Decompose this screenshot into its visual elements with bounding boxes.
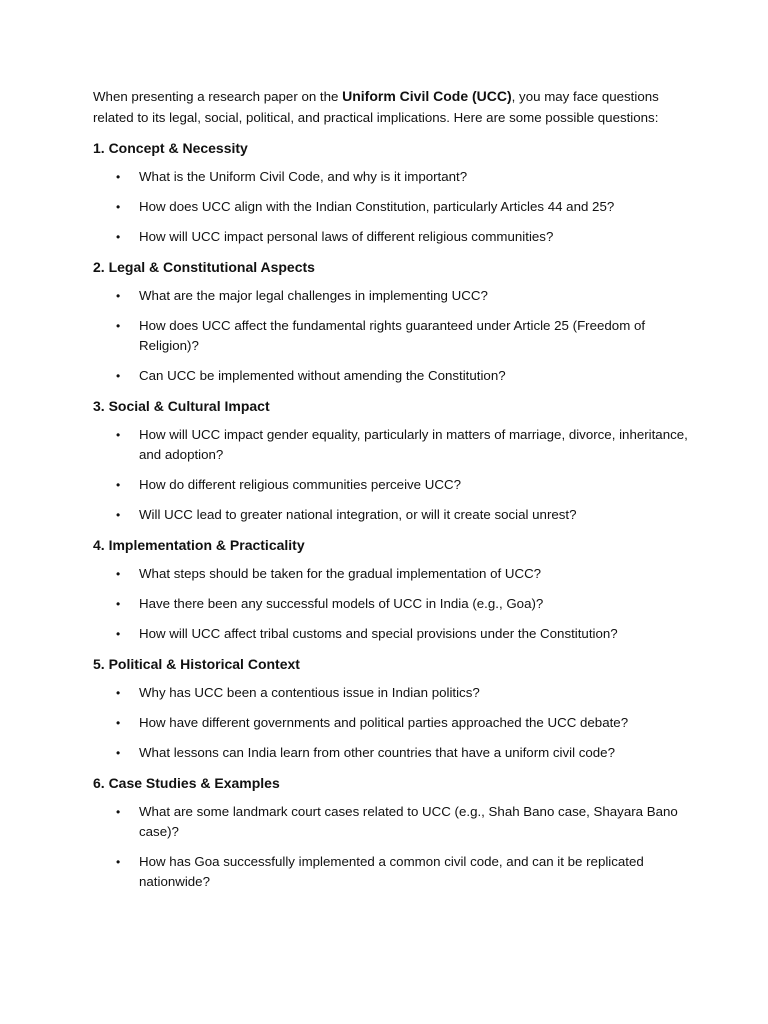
bullet-icon: • — [116, 597, 121, 611]
question-text: What is the Uniform Civil Code, and why is it important? — [139, 169, 468, 184]
bullet-icon: • — [116, 805, 121, 819]
question-list — [93, 167, 688, 247]
section-title: 5. Political & Historical Context — [93, 656, 300, 672]
list-item — [93, 624, 688, 644]
intro-text-before: When presenting a research paper on the — [93, 89, 343, 104]
bullet-icon: • — [116, 478, 121, 492]
list-item — [93, 425, 688, 465]
section-6 — [93, 773, 688, 892]
list-item — [93, 475, 688, 495]
bullet-icon: • — [116, 369, 121, 383]
section-1 — [93, 138, 688, 247]
question-text: How have different governments and political parties approached the UCC debate? — [139, 715, 629, 730]
list-item — [93, 505, 688, 525]
list-item — [93, 683, 688, 703]
question-text: Will UCC lead to greater national integration, or will it create social unrest? — [139, 507, 577, 522]
question-text: What are the major legal challenges in implementing UCC? — [139, 288, 488, 303]
question-list — [93, 425, 688, 525]
bullet-icon: • — [116, 428, 121, 442]
list-item — [93, 713, 688, 733]
list-item — [93, 366, 688, 386]
question-list — [93, 802, 688, 892]
list-item — [93, 286, 688, 306]
list-item — [93, 316, 688, 356]
question-text: What are some landmark court cases related to UCC (e.g., Shah Bano case, Shayara Bano case)? — [139, 804, 678, 839]
question-list — [93, 286, 688, 386]
bullet-icon: • — [116, 627, 121, 641]
section-title: 1. Concept & Necessity — [93, 140, 248, 156]
bullet-icon: • — [116, 716, 121, 730]
bullet-icon: • — [116, 230, 121, 244]
bullet-icon: • — [116, 567, 121, 581]
question-text: Why has UCC been a contentious issue in Indian politics? — [139, 685, 480, 700]
question-list — [93, 683, 688, 763]
bullet-icon: • — [116, 170, 121, 184]
list-item — [93, 802, 688, 842]
bullet-icon: • — [116, 200, 121, 214]
bullet-icon: • — [116, 508, 121, 522]
section-5 — [93, 654, 688, 763]
section-title: 6. Case Studies & Examples — [93, 775, 280, 791]
question-text: How will UCC affect tribal customs and special provisions under the Constitution? — [139, 626, 618, 641]
intro-paragraph — [93, 86, 688, 128]
intro-emphasis: Uniform Civil Code (UCC) — [342, 88, 512, 104]
question-text: Have there been any successful models of UCC in India (e.g., Goa)? — [139, 596, 544, 611]
list-item — [93, 594, 688, 614]
bullet-icon: • — [116, 319, 121, 333]
section-3 — [93, 396, 688, 525]
section-4 — [93, 535, 688, 644]
question-text: Can UCC be implemented without amending the Constitution? — [139, 368, 506, 383]
section-2 — [93, 257, 688, 386]
question-text: How will UCC impact personal laws of different religious communities? — [139, 229, 554, 244]
bullet-icon: • — [116, 289, 121, 303]
section-title: 2. Legal & Constitutional Aspects — [93, 259, 315, 275]
question-text: What lessons can India learn from other countries that have a uniform civil code? — [139, 745, 615, 760]
question-text: How does UCC affect the fundamental rights guaranteed under Article 25 (Freedom of Religion)? — [139, 318, 646, 353]
question-list — [93, 564, 688, 644]
question-text: What steps should be taken for the gradual implementation of UCC? — [139, 566, 542, 581]
list-item — [93, 564, 688, 584]
question-text: How do different religious communities perceive UCC? — [139, 477, 461, 492]
list-item — [93, 743, 688, 763]
list-item — [93, 227, 688, 247]
document-page — [93, 86, 688, 902]
list-item — [93, 167, 688, 187]
section-title: 3. Social & Cultural Impact — [93, 398, 270, 414]
question-text: How has Goa successfully implemented a common civil code, and can it be replicated nationwide? — [139, 854, 644, 889]
bullet-icon: • — [116, 855, 121, 869]
intro-text-after: , you may face questions related to its legal, social, political, and practical implications. Here are some possible questions: — [93, 89, 659, 125]
question-text: How will UCC impact gender equality, particularly in matters of marriage, divorce, inheritance, and adoption? — [139, 427, 688, 462]
list-item — [93, 852, 688, 892]
section-title: 4. Implementation & Practicality — [93, 537, 305, 553]
question-text: How does UCC align with the Indian Constitution, particularly Articles 44 and 25? — [139, 199, 615, 214]
bullet-icon: • — [116, 686, 121, 700]
list-item — [93, 197, 688, 217]
bullet-icon: • — [116, 746, 121, 760]
